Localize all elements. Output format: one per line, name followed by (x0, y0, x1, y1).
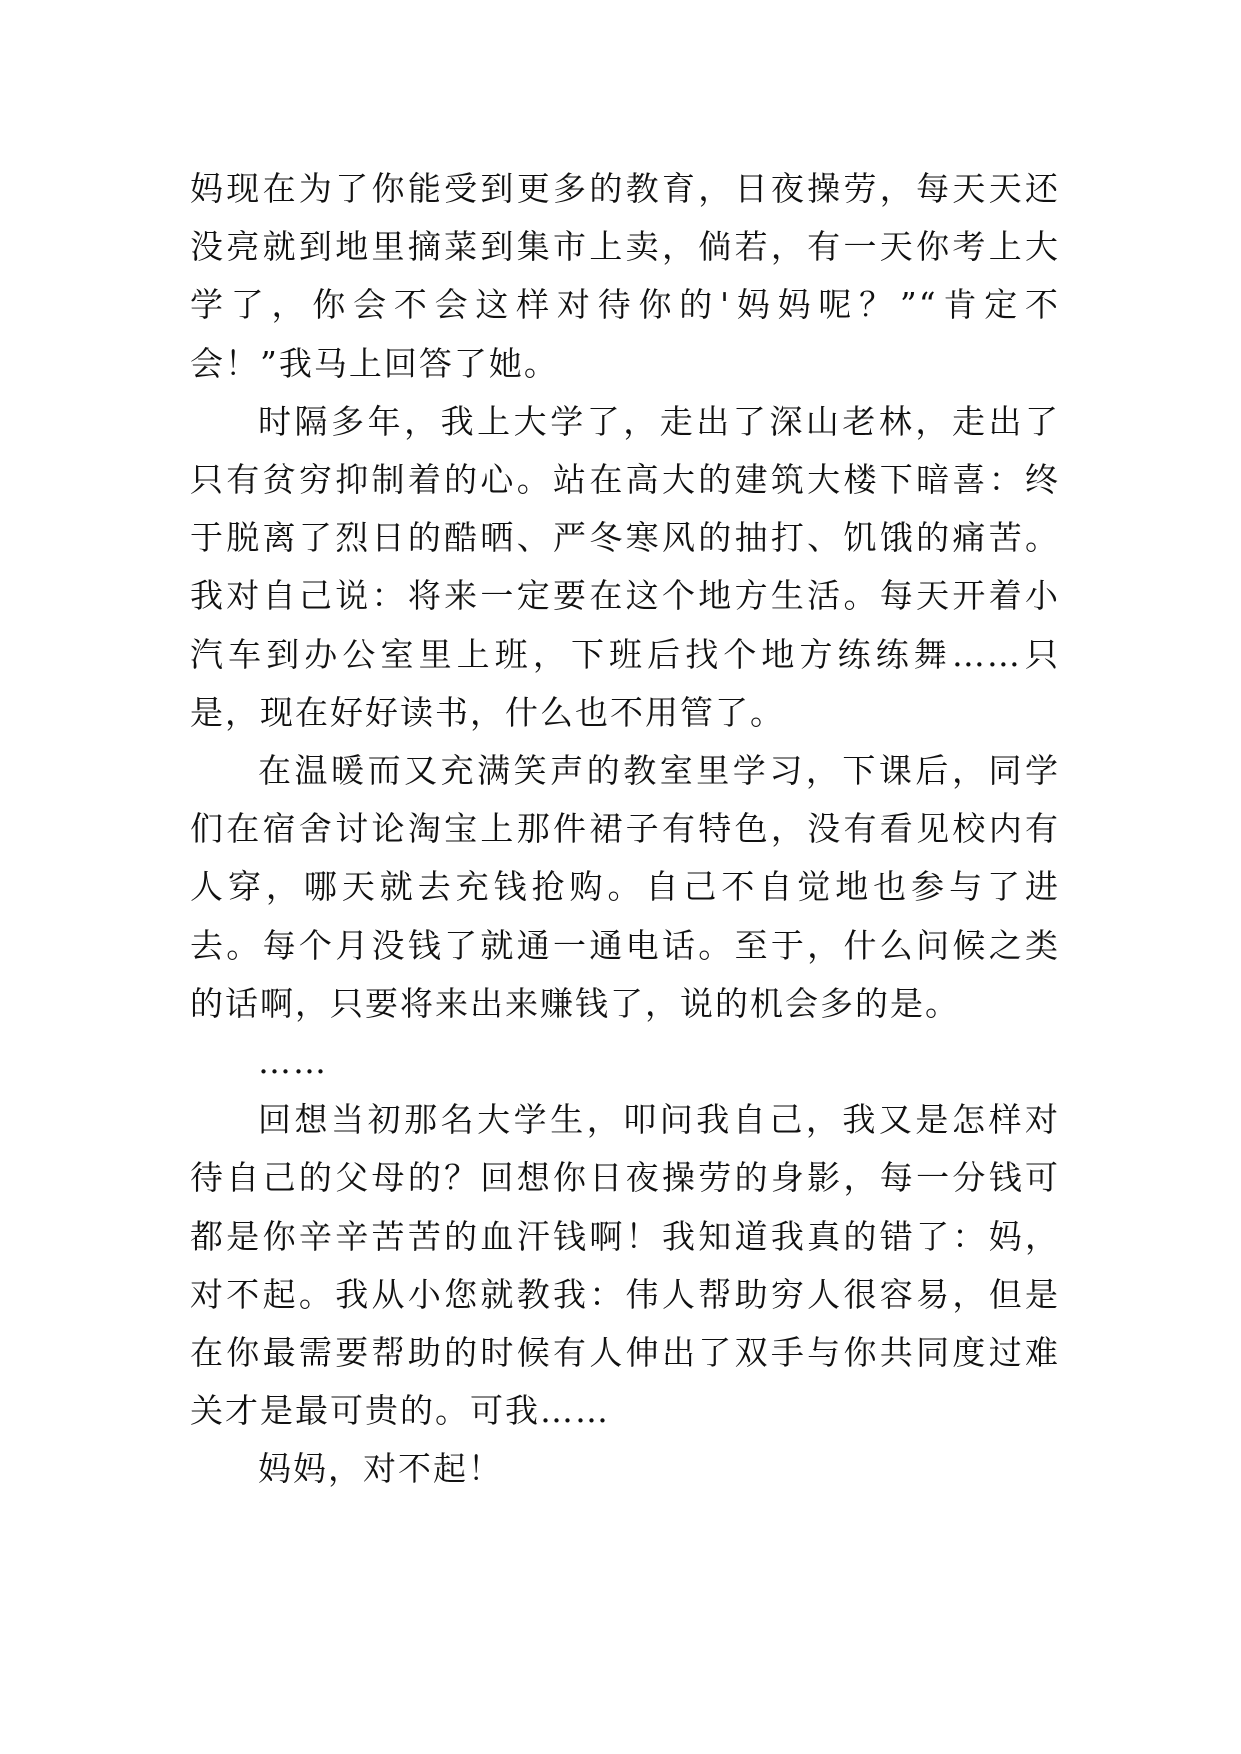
paragraph-5: 回想当初那名大学生，叩问我自己，我又是怎样对待自己的父母的？回想你日夜操劳的身影，每一分钱可都是你辛辛苦苦的血汗钱啊！我知道我真的错了：妈，对不起。我从小您就教我：伟人帮助穷人很容易，但是在你最需要帮助的时候有人伸出了双手与你共同度过难关才是最可贵的。可我…… (190, 1100, 1060, 1431)
paragraph-1: 妈现在为了你能受到更多的教育，日夜操劳，每天天还没亮就到地里摘菜到集市上卖，倘若，有一天你考上大学了，你会不会这样对待你的'妈妈呢？”“肯定不会！”我马上回答了她。 (190, 169, 1060, 383)
document-page (190, 160, 1060, 1499)
paragraph-ellipsis: …… (258, 1042, 328, 1082)
paragraph-2: 时隔多年，我上大学了，走出了深山老林，走出了只有贫穷抑制着的心。站在高大的建筑大楼下暗喜：终于脱离了烈日的酷晒、严冬寒风的抽打、饥饿的痛苦。我对自己说：将来一定要在这个地方生活。每天开着小汽车到办公室里上班，下班后找个地方练练舞……只是，现在好好读书，什么也不用管了。 (190, 401, 1060, 732)
paragraph-3: 在温暖而又充满笑声的教室里学习，下课后，同学们在宿舍讨论淘宝上那件裙子有特色，没有看见校内有人穿，哪天就去充钱抢购。自己不自觉地也参与了进去。每个月没钱了就通一通电话。至于，什么问候之类的话啊，只要将来出来赚钱了，说的机会多的是。 (190, 751, 1060, 1023)
paragraph-closing: 妈妈，对不起！ (258, 1449, 503, 1489)
